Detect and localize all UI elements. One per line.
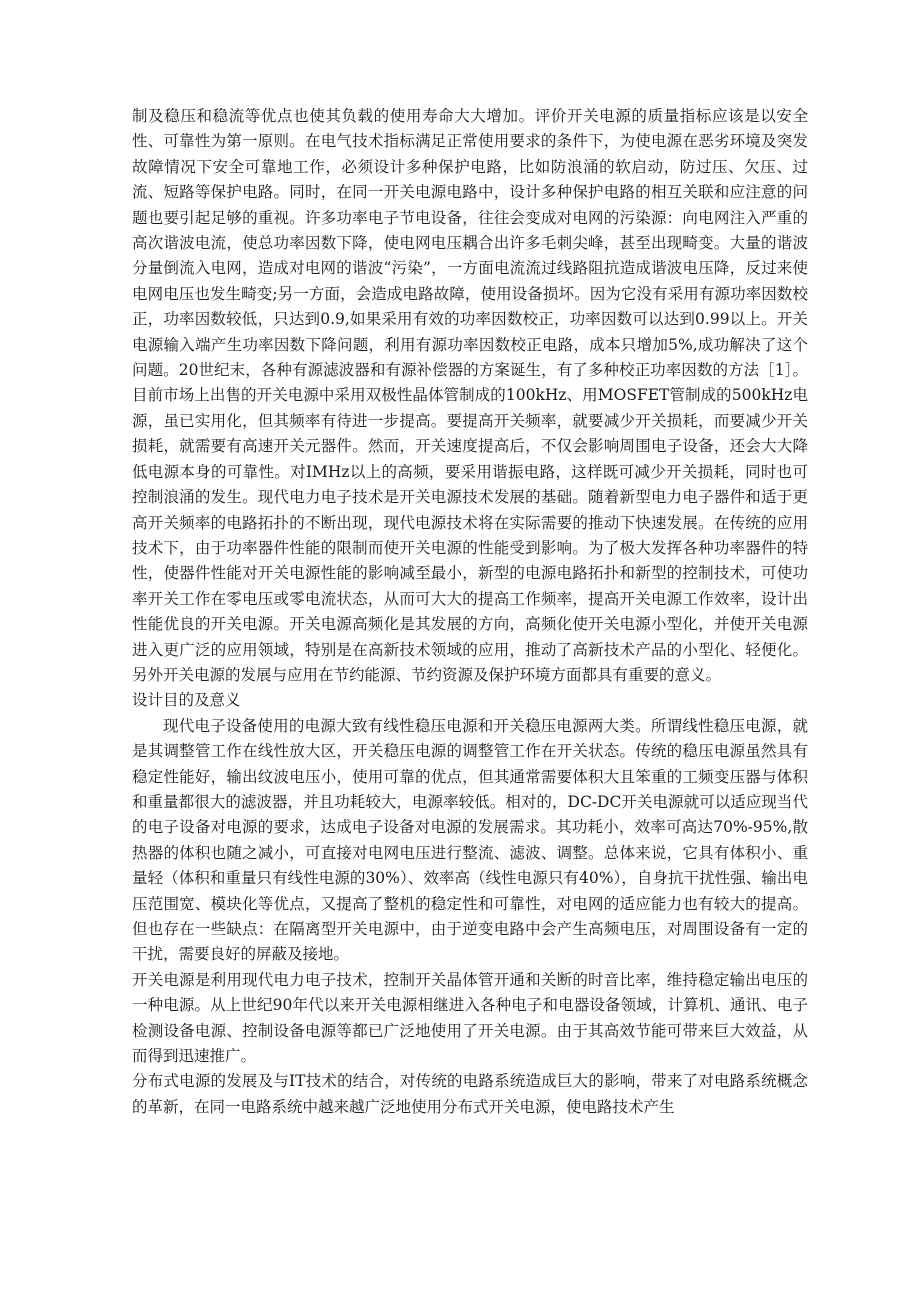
paragraph-power-factor: 制及稳压和稳流等优点也使其负载的使用寿命大大增加。评价开关电源的质量指标应该是以安全性、可靠性为第一原则。在电气技术指标满足正常使用要求的条件下，为使电源在恶劣环境及突发故障情况下安全可靠地工作，必须设计多种保护电路，比如防浪涌的软启动，防过压、欠压、过流、短路等保护电路。同时，在同一开关电源电路中，设计多种保护电路的相互关联和应注意的问题也要引起足够的重视。许多功率电子节电设备，往往会变成对电网的污染源：向电网注入严重的高次谐波电流，使总功率因数下降，使电网电压耦合出许多毛刺尖峰，甚至出现畸变。大量的谐波分量倒流入电网，造成对电网的谐波“污染”，一方面电流流过线路阻抗造成谐波电压降，反过来使电网电压也发生畸变;另一方面，会造成电路故障，使用设备损坏。因为它没有采用有源功率因数校正，功率因数较低，只达到0.9,如果采用有效的功率因数校正，功率因数可以达到0.99以上。开关电源输入端产生功率因数下降问题，利用有源功率因数校正电路，成本只增加5%,成功解决了这个问题。20世纪末，各种有源滤波器和有源补偿器的方案诞生，有了多种校正功率因数的方法［1］。目前市场上出售的开关电源中采用双极性晶体管制成的100kHz、用MOSFET管制成的500kHz电源，虽已实用化，但其频率有待进一步提高。要提高开关频率，就要减少开关损耗，而要减少开关损耗，就需要有高速开关元器件。然而，开关速度提高后，不仅会影响周围电子设备，还会大大降低电源本身的可靠性。对IMHz以上的高频，要采用谐振电路，这样既可减少开关损耗，同时也可控制浪涌的发生。现代电力电子技术是开关电源技术发展的基础。随着新型电力电子器件和适于更高开关频率的电路拓扑的不断出现，现代电源技术将在实际需要的推动下快速发展。在传统的应用技术下，由于功率器件性能的限制而使开关电源的性能受到影响。为了极大发挥各种功率器件的特性，使器件性能对开关电源性能的影响减至最小，新型的电源电路拓扑和新型的控制技术，可使功率开关工作在零电压或零电流状态，从而可大大的提高工作频率，提高开关电源工作效率，设计出性能优良的开关电源。开关电源高频化是其发展的方向，高频化使开关电源小型化，并使开关电源进入更广泛的应用领域，特别是在高新技术领域的应用，推动了高新技术产品的小型化、轻便化。另外开关电源的发展与应用在节约能源、节约资源及保护环境方面都具有重要的意义。 [132, 107, 808, 684]
section-heading-purpose: 设计目的及意义 [132, 691, 241, 710]
document-body [132, 104, 808, 1120]
paragraph-distributed-power: 分布式电源的发展及与IT技术的结合，对传统的电路系统造成巨大的影响，带来了对电路系统概念的革新，在同一电路系统中越来越广泛地使用分布式开关电源，使电路技术产生 [132, 1072, 808, 1116]
paragraph-switching-supply-definition: 开关电源是利用现代电力电子技术，控制开关晶体管开通和关断的时音比率，维持稳定输出电压的一种电源。从上世纪90年代以来开关电源相继进入各种电子和电器设备领域，计算机、通讯、电子检测设备电源、控制设备电源等都已广泛地使用了开关电源。由于其高效节能可带来巨大效益，从而得到迅速推广。 [132, 970, 808, 1066]
paragraph-power-supply-types: 现代电子设备使用的电源大致有线性稳压电源和开关稳压电源两大类。所谓线性稳压电源，就是其调整管工作在线性放大区，开关稳压电源的调整管工作在开关状态。传统的稳压电源虽然具有稳定性能好，输出纹波电压小，使用可靠的优点，但其通常需要体积大且笨重的工频变压器与体积和重量都很大的滤波器，并且功耗较大，电源率较低。相对的，DC-DC开关电源就可以适应现当代的电子设备对电源的要求，达成电子设备对电源的发展需求。其功耗小，效率可高达70%-95%,散热器的体积也随之减小，可直接对电网电压进行整流、滤波、调整。总体来说，它具有体积小、重量轻（体积和重量只有线性电源的30%）、效率高（线性电源只有40%），自身抗干扰性强、输出电压范围宽、模块化等优点，又提高了整机的稳定性和可靠性，对电网的适应能力也有较大的提高。但也存在一些缺点：在隔离型开关电源中，由于逆变电路中会产生高频电压，对周围设备有一定的干扰，需要良好的屏蔽及接地。 [132, 716, 808, 964]
